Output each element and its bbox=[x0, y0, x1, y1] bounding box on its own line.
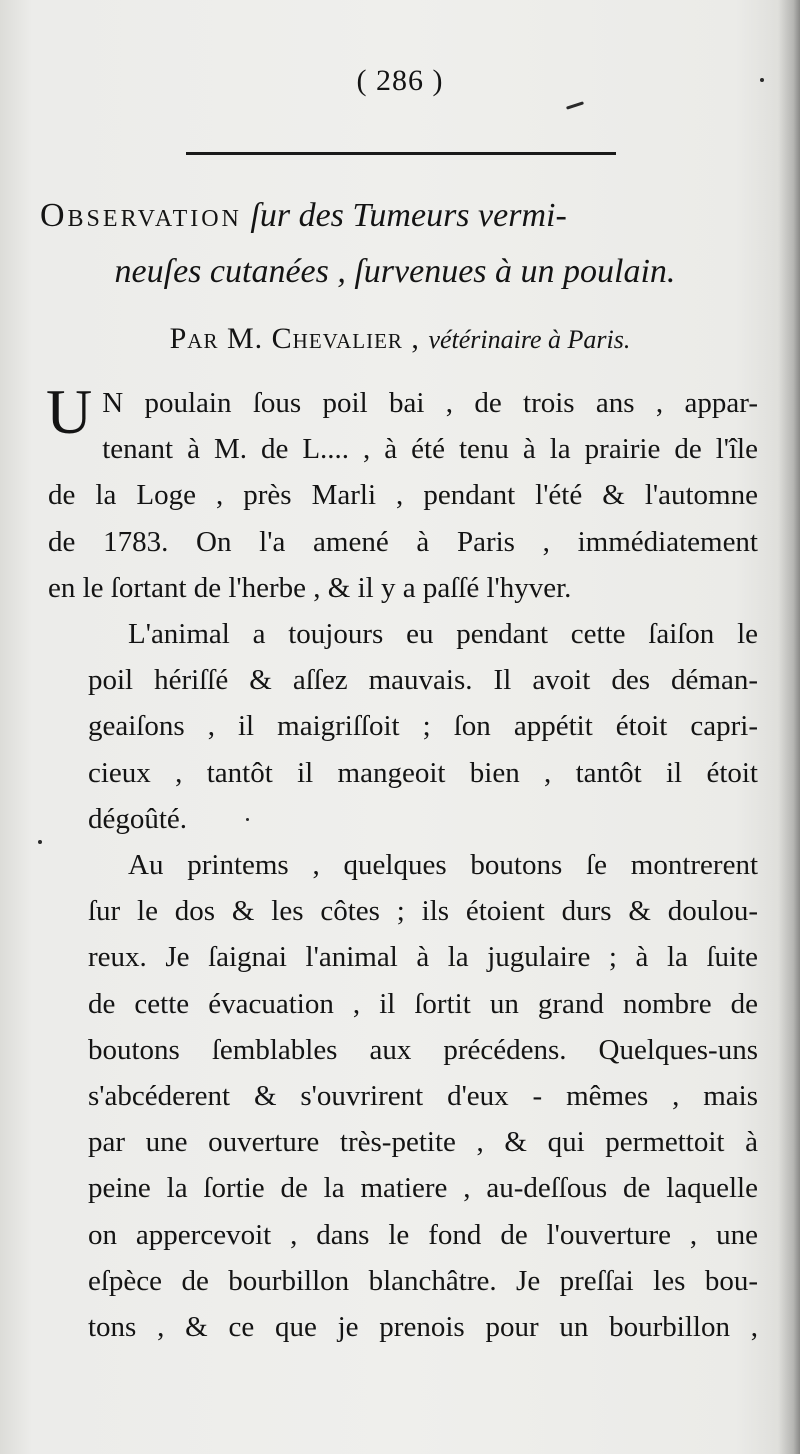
text-line: dégoûté. bbox=[88, 802, 188, 835]
ink-speck bbox=[38, 840, 42, 844]
text-line: de la Loge , près Marli , pendant l'été & l'automne bbox=[48, 479, 758, 512]
byline-author: Par M. Chevalier , bbox=[169, 322, 420, 355]
text-line: N poulain ſous poil bai , de trois ans , appar- bbox=[102, 387, 758, 419]
text-line: peine la ſortie de la matiere , au-deſſous de laquelle bbox=[88, 1172, 758, 1205]
article-title bbox=[40, 188, 770, 300]
text-line: Au printems , quelques boutons ſe montrerent bbox=[128, 849, 758, 882]
text-line: L'animal a toujours eu pendant cette ſaiſon le bbox=[128, 618, 758, 651]
text-line: ſur le dos & les côtes ; ils étoient durs & doulou- bbox=[88, 895, 758, 928]
paragraph bbox=[46, 376, 758, 611]
text-line: de 1783. On l'a amené à Paris , immédiatement bbox=[48, 525, 758, 558]
text-line: eſpèce de bourbillon blanchâtre. Je preſſai les bou- bbox=[88, 1264, 758, 1297]
paragraph bbox=[48, 842, 758, 1350]
text-line: s'abcéderent & s'ouvrirent d'eux - mêmes , mais bbox=[88, 1080, 758, 1113]
article-body bbox=[46, 376, 758, 1350]
text-line: reux. Je ſaignai l'animal à la jugulaire ; à la ſuite bbox=[88, 941, 758, 974]
title-italic-line1: ſur des Tumeurs vermi- bbox=[250, 197, 567, 234]
text-line: tenant à M. de L.... , à été tenu à la prairie de l'île bbox=[102, 433, 758, 466]
text-line: boutons ſemblables aux précédens. Quelques-uns bbox=[88, 1033, 758, 1066]
text-line: par une ouverture très-petite , & qui permettoit à bbox=[88, 1126, 758, 1159]
page-edge-shadow bbox=[778, 0, 800, 1454]
drop-cap: U bbox=[46, 376, 93, 447]
text-line: tons , & ce que je prenois pour un bourbillon , bbox=[88, 1311, 758, 1344]
text-line: en le ſortant de l'herbe , & il y a paſſé l'hyver. bbox=[48, 571, 572, 604]
page-number: ( 286 ) bbox=[356, 64, 444, 97]
title-italic-line2: neuſes cutanées , ſurvenues à un poulain. bbox=[114, 253, 676, 290]
text-line: poil hériſſé & aſſez mauvais. Il avoit des déman- bbox=[88, 664, 758, 697]
text-line: de cette évacuation , il ſortit un grand nombre de bbox=[88, 987, 758, 1020]
byline-role: vétérinaire à Paris. bbox=[428, 325, 631, 354]
text-line: on appercevoit , dans le fond de l'ouverture , une bbox=[88, 1218, 758, 1251]
byline bbox=[0, 322, 800, 356]
paragraph bbox=[48, 611, 758, 842]
ink-speck bbox=[566, 101, 584, 109]
title-small-caps: Observation bbox=[40, 197, 242, 234]
header-rule bbox=[186, 152, 616, 155]
text-line: geaiſons , il maigriſſoit ; ſon appétit étoit capri- bbox=[88, 710, 758, 743]
text-line: cieux , tantôt il mangeoit bien , tantôt il étoit bbox=[88, 756, 758, 789]
